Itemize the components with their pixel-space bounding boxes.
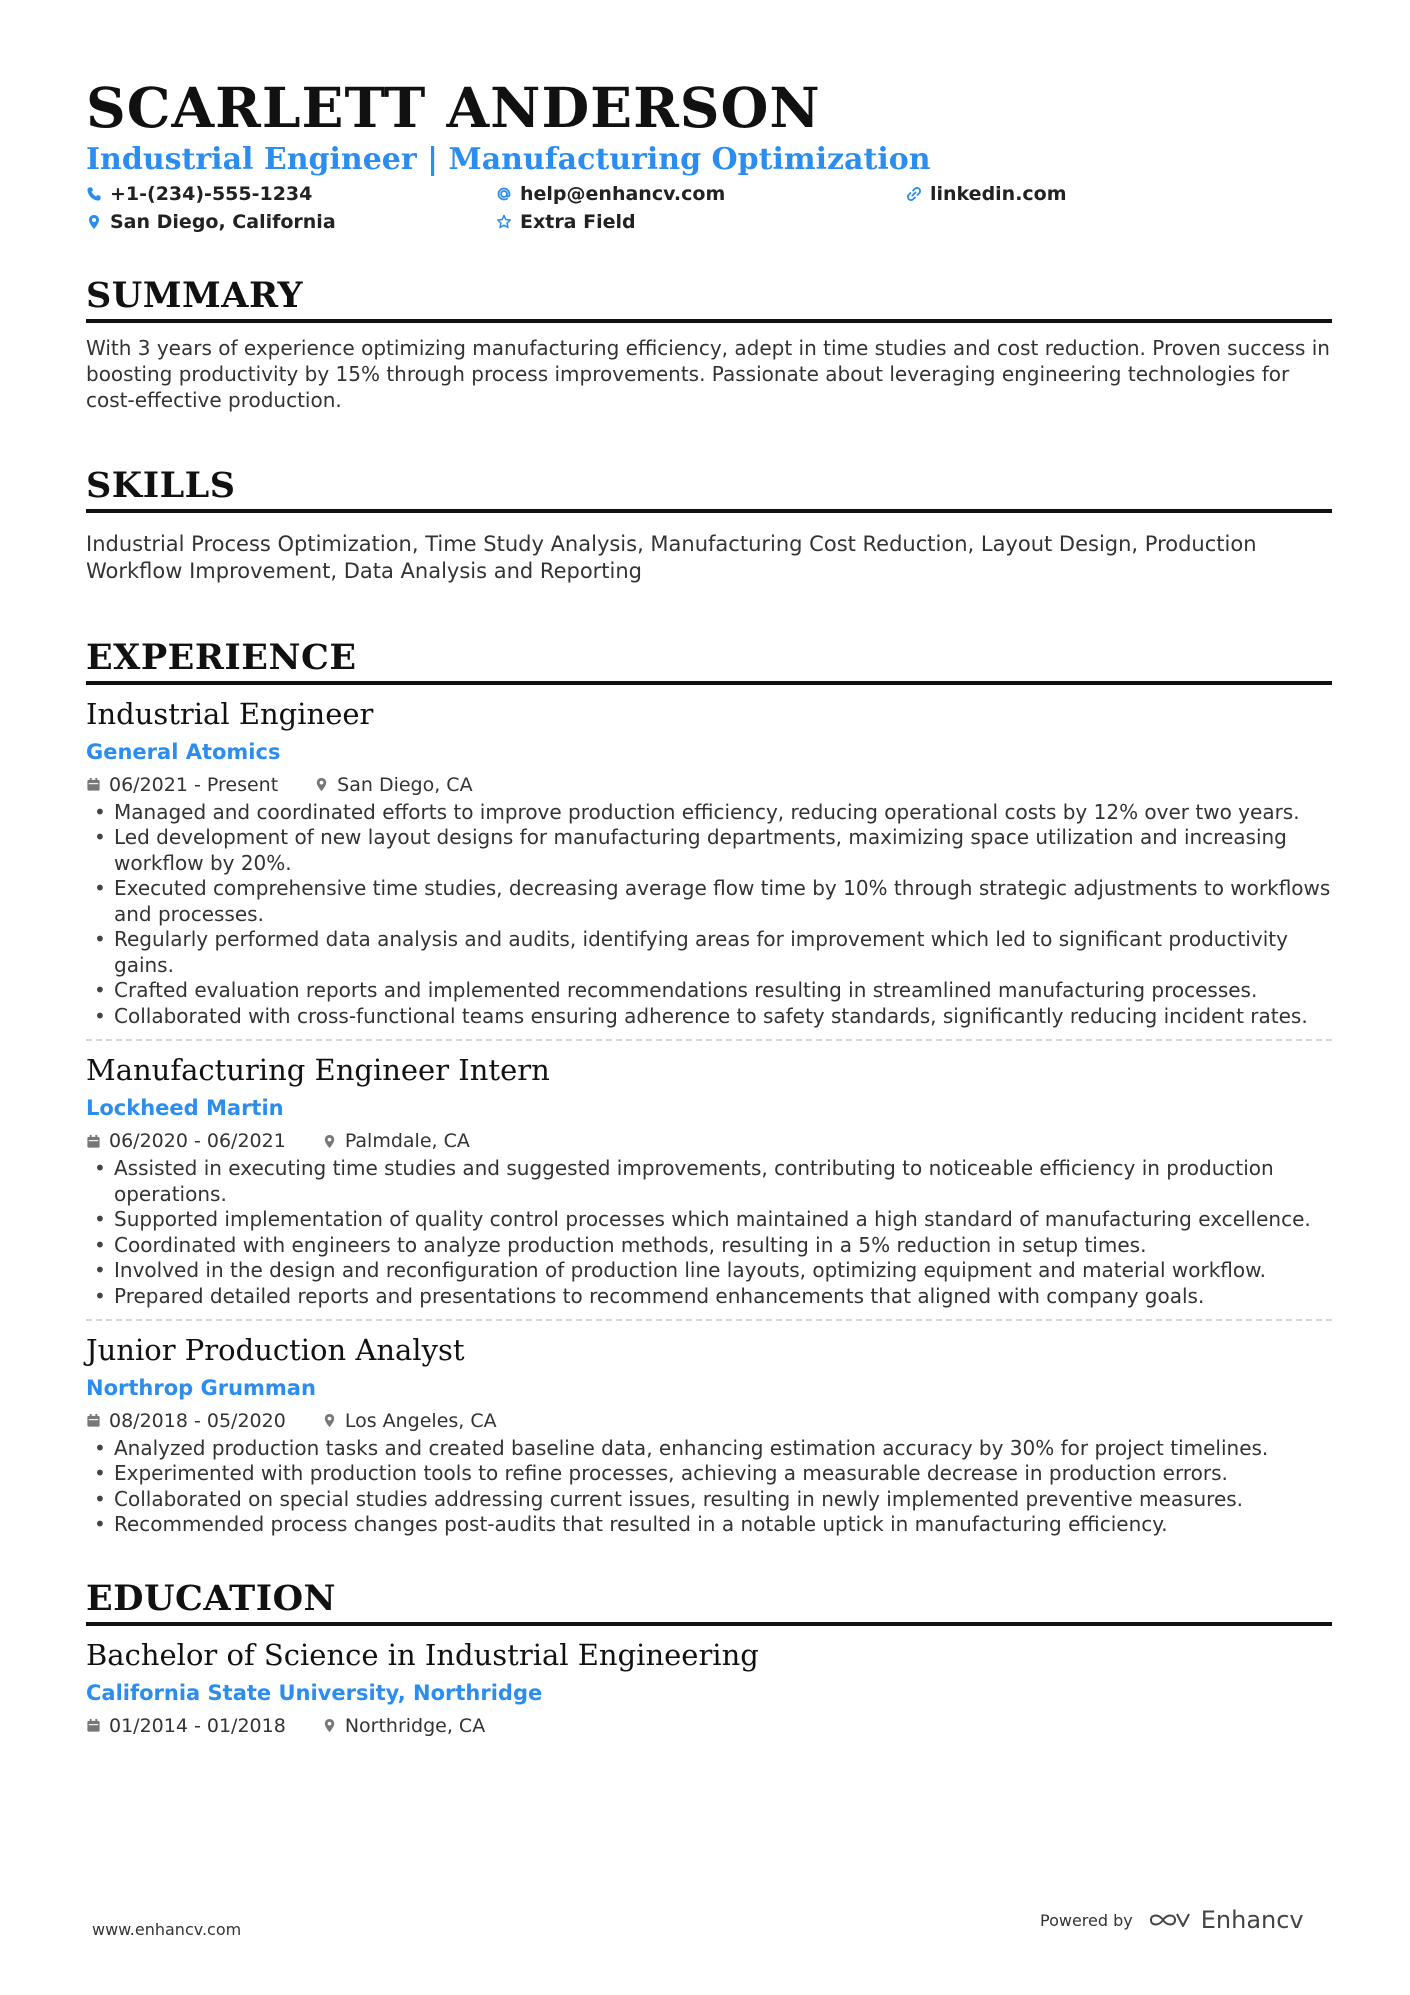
header (86, 75, 1332, 233)
degree-title: Bachelor of Science in Industrial Engineering (86, 1637, 759, 1672)
job-company: General Atomics (86, 739, 281, 764)
job-entry (86, 1053, 1332, 1321)
map-pin-icon (314, 777, 329, 792)
calendar-icon (86, 777, 101, 792)
contact-linkedin[interactable] (906, 183, 1306, 205)
contact-extra (496, 211, 906, 233)
list-item: • Involved in the design and reconfiguration of production line layouts, optimizing equipment and material workflow. (86, 1258, 1332, 1284)
brand-name: Enhancv (1200, 1906, 1304, 1934)
job-dates: 08/2018 - 05/2020 (109, 1409, 286, 1432)
job-title: Industrial Engineer (86, 697, 374, 731)
candidate-name: SCARLETT ANDERSON (86, 75, 821, 140)
phone-text: +1-(234)-555-1234 (110, 183, 313, 205)
job-title: Manufacturing Engineer Intern (86, 1053, 550, 1088)
list-item: • Coordinated with engineers to analyze production methods, resulting in a 5% reduction in setup times. (86, 1233, 1332, 1259)
list-item: • Managed and coordinated efforts to improve production efficiency, reducing operational costs by 12% over two years. (86, 800, 1332, 826)
experience-heading: EXPERIENCE (86, 637, 1332, 685)
education-entry (86, 1638, 1332, 1737)
contact-email[interactable] (496, 183, 906, 205)
education-meta (86, 1715, 1332, 1737)
list-item: • Led development of new layout designs for manufacturing departments, maximizing space utilization and increasing workflow by 20%. (86, 825, 1332, 876)
calendar-icon (86, 1413, 101, 1428)
job-meta (86, 774, 1332, 796)
skills-text: Industrial Process Optimization, Time Study Analysis, Manufacturing Cost Reduction, Layout Design, Production Workflow Improvement, Data Analysis and Reporting (86, 532, 1257, 583)
list-item: • Regularly performed data analysis and audits, identifying areas for improvement which led to significant productivity gains. (86, 927, 1332, 978)
linkedin-text: linkedin.com (930, 183, 1067, 205)
summary-text: With 3 years of experience optimizing manufacturing efficiency, adept in time studies and cost reduction. Proven success in boosting productivity by 15% through process improvements. Passionate about leveraging engineering technologies for cost-effective production. (86, 336, 1330, 412)
job-dates: 06/2020 - 06/2021 (109, 1130, 286, 1153)
job-divider (86, 1039, 1332, 1041)
school-name: California State University, Northridge (86, 1680, 543, 1705)
job-entry (86, 697, 1332, 1041)
extra-text: Extra Field (520, 211, 636, 233)
job-divider (86, 1319, 1332, 1321)
contact-phone[interactable] (86, 183, 496, 205)
list-item: • Crafted evaluation reports and implemented recommendations resulting in streamlined manufacturing processes. (86, 978, 1332, 1004)
phone-icon (86, 186, 102, 202)
job-entry (86, 1333, 1332, 1538)
map-pin-icon (86, 214, 102, 230)
footer-branding (1040, 1906, 1304, 1934)
skills-section (86, 465, 1332, 585)
job-location: Los Angeles, CA (344, 1409, 497, 1432)
powered-by-label: Powered by (1040, 1910, 1133, 1930)
contact-list (86, 183, 1332, 233)
list-item: • Collaborated on special studies addressing current issues, resulting in newly implemented preventive measures. (86, 1487, 1332, 1513)
list-item: • Experimented with production tools to refine processes, achieving a measurable decrease in production errors. (86, 1461, 1332, 1487)
enhancv-logo-icon (1147, 1908, 1193, 1932)
link-icon (906, 186, 922, 202)
skills-heading: SKILLS (86, 465, 1332, 513)
job-company: Lockheed Martin (86, 1096, 284, 1121)
map-pin-icon (322, 1413, 337, 1428)
calendar-icon (86, 1718, 101, 1733)
summary-section (86, 275, 1332, 413)
summary-heading: SUMMARY (86, 275, 1332, 323)
job-location: Palmdale, CA (344, 1130, 470, 1153)
email-text: help@enhancv.com (520, 183, 726, 205)
list-item: • Prepared detailed reports and presentations to recommend enhancements that aligned with company goals. (86, 1284, 1332, 1310)
at-icon (496, 186, 512, 202)
job-bullets (86, 1156, 1332, 1309)
job-title: Junior Production Analyst (86, 1333, 465, 1368)
list-item: • Executed comprehensive time studies, decreasing average flow time by 10% through strategic adjustments to workflows and processes. (86, 876, 1332, 927)
education-dates: 01/2014 - 01/2018 (109, 1714, 286, 1737)
job-bullets (86, 800, 1332, 1030)
map-pin-icon (322, 1718, 337, 1733)
list-item: • Collaborated with cross-functional teams ensuring adherence to safety standards, significantly reducing incident rates. (86, 1004, 1332, 1030)
education-section (86, 1578, 1332, 1737)
education-heading: EDUCATION (86, 1578, 1332, 1626)
education-location: Northridge, CA (344, 1714, 486, 1737)
list-item: • Analyzed production tasks and created baseline data, enhancing estimation accuracy by 30% for project timelines. (86, 1436, 1332, 1462)
star-icon (496, 214, 512, 230)
contact-location (86, 211, 496, 233)
location-text: San Diego, California (110, 211, 336, 233)
calendar-icon (86, 1134, 101, 1149)
map-pin-icon (322, 1134, 337, 1149)
job-location: San Diego, CA (337, 773, 473, 796)
footer-website[interactable]: www.enhancv.com (92, 1920, 242, 1939)
list-item: • Supported implementation of quality control processes which maintained a high standard of manufacturing excellence. (86, 1207, 1332, 1233)
resume-page (86, 75, 1332, 1737)
job-bullets (86, 1436, 1332, 1538)
job-meta (86, 1410, 1332, 1432)
list-item: • Assisted in executing time studies and suggested improvements, contributing to noticeable efficiency in production operations. (86, 1156, 1332, 1207)
experience-section (86, 637, 1332, 1538)
job-meta (86, 1130, 1332, 1152)
list-item: • Recommended process changes post-audits that resulted in a notable uptick in manufacturing efficiency. (86, 1512, 1332, 1538)
brand-logo[interactable] (1147, 1906, 1304, 1934)
job-dates: 06/2021 - Present (109, 773, 279, 796)
candidate-title: Industrial Engineer | Manufacturing Optimization (86, 141, 931, 177)
job-company: Northrop Grumman (86, 1375, 316, 1400)
